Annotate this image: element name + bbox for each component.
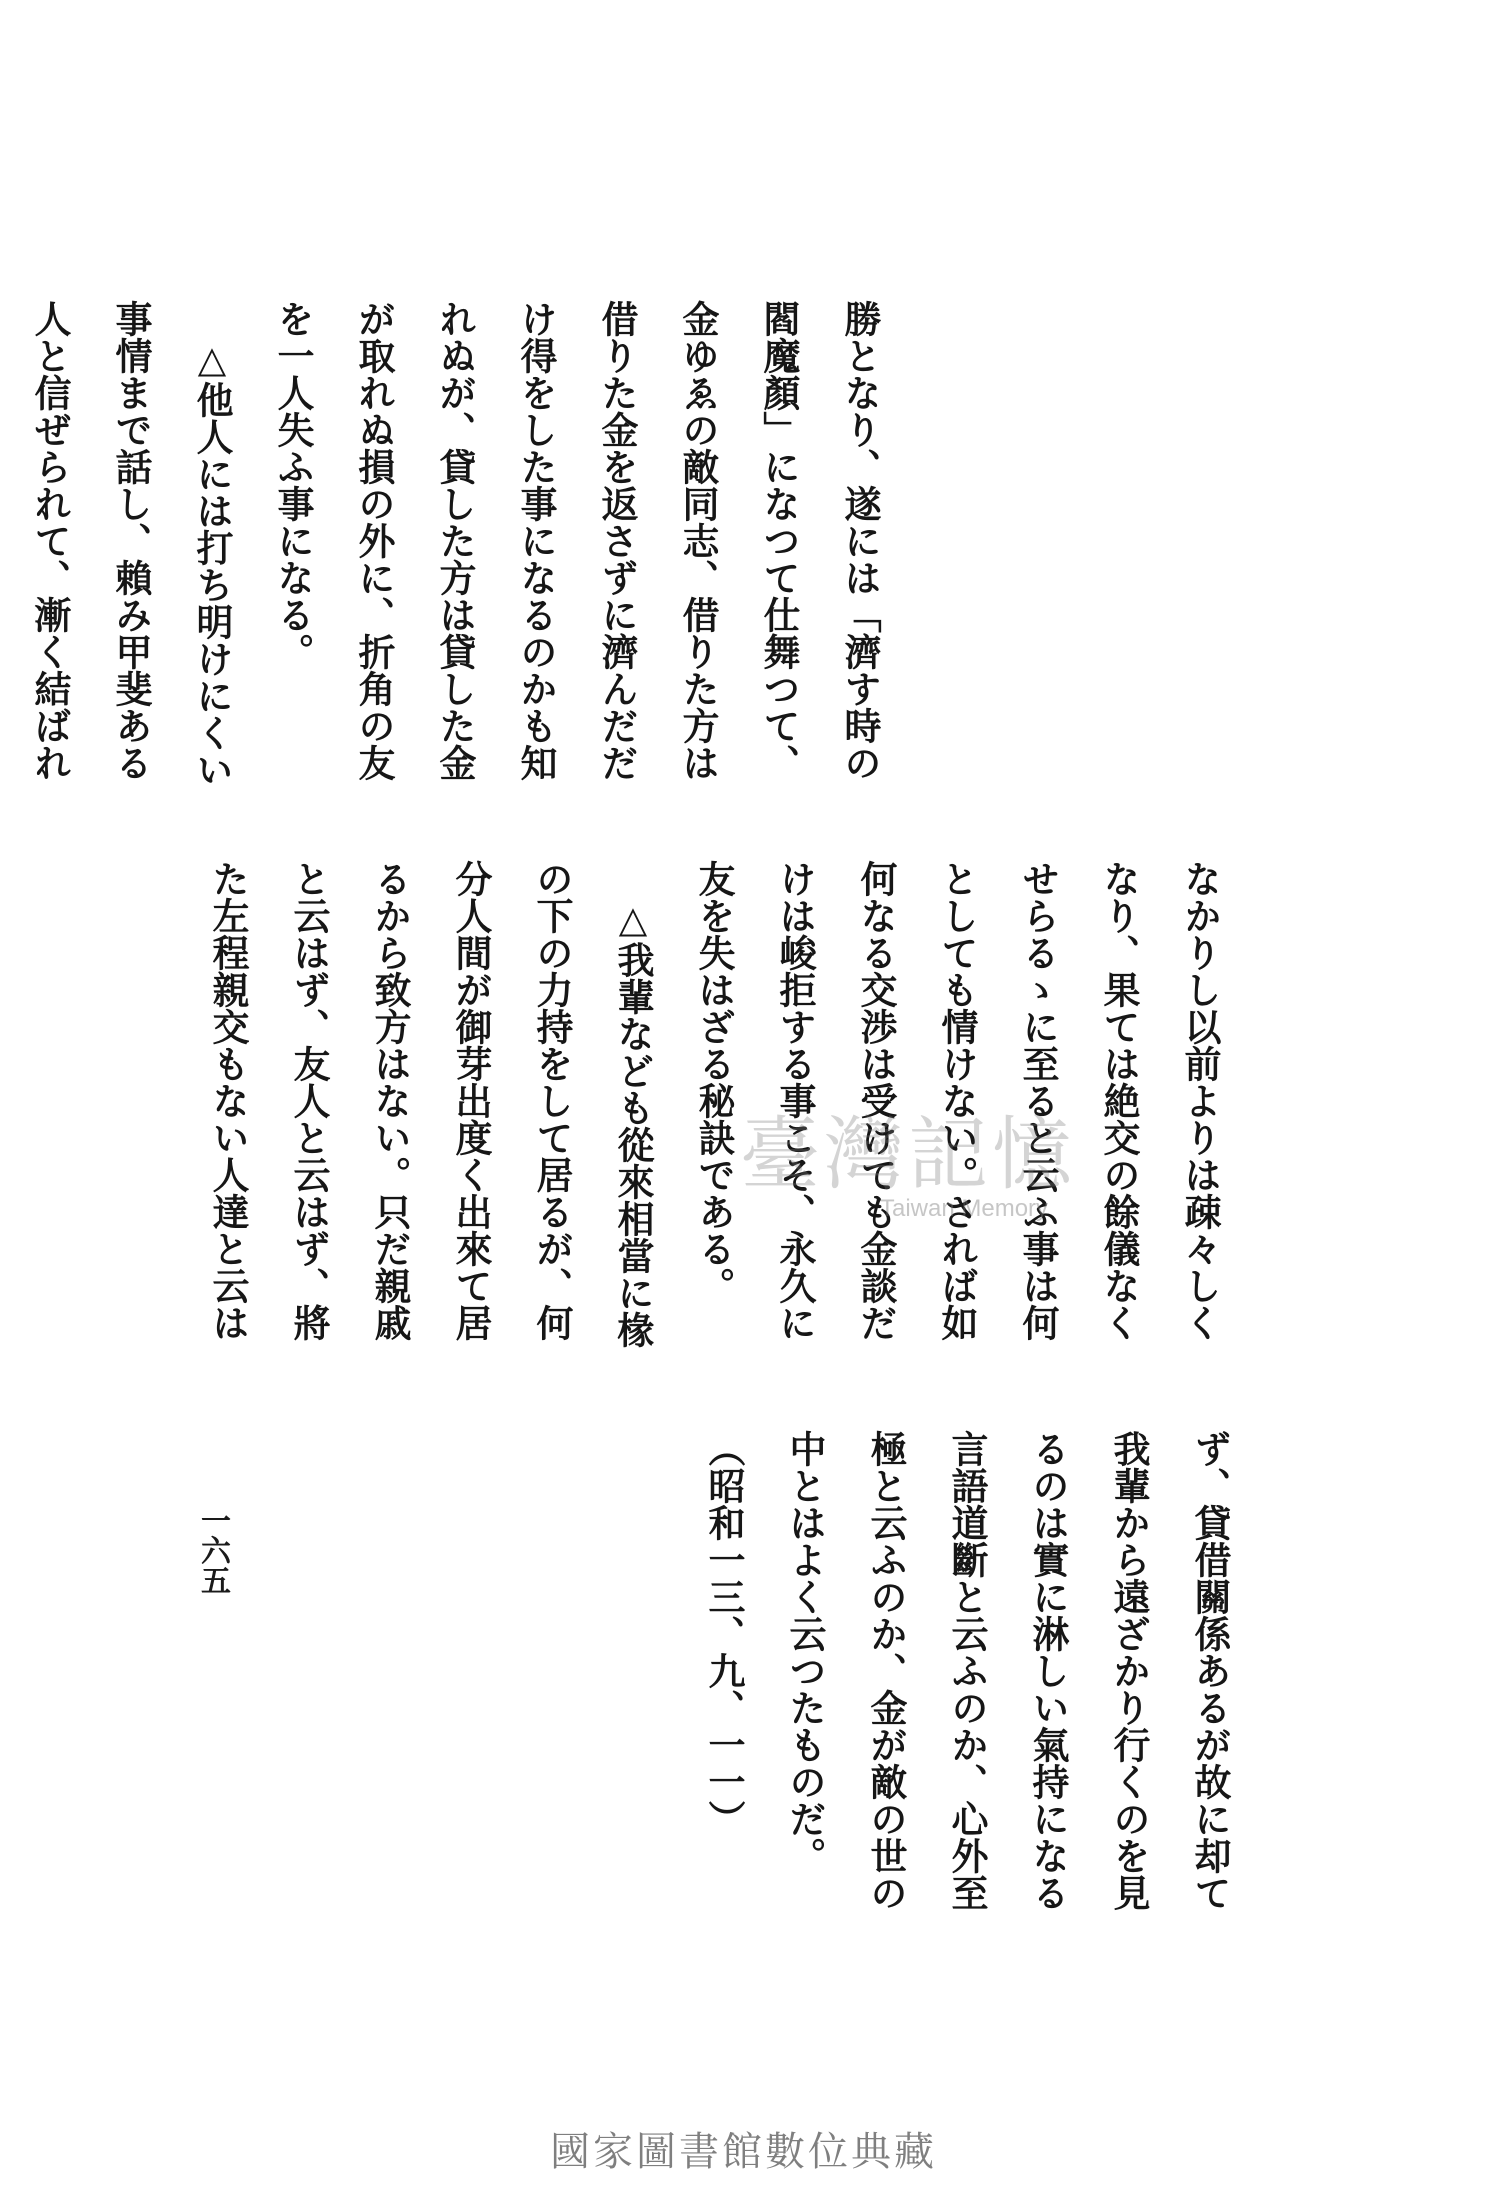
text-column: 分人間が御芽出度く出來て居: [449, 860, 493, 1341]
text-column: 金ゆゑの敵同志、借りた方は: [676, 300, 720, 781]
text-column: を一人失ふ事になる。: [271, 300, 315, 670]
text-column: るから致方はない。只だ親戚: [368, 860, 412, 1341]
page-number: 一六五: [195, 1505, 230, 1595]
text-column: るのは實に淋しい氣持になる: [1026, 1430, 1070, 1911]
text-column: としても情けない。されば如: [935, 860, 979, 1341]
watermark-logo: 臺灣記憶: [740, 1108, 1076, 1201]
text-column: 事情まで話し、賴み甲斐ある: [109, 300, 153, 781]
text-column: [0, 300, 9, 770]
text-column: △他人には打ち明けにくい: [190, 300, 234, 788]
text-column: 閻魔顏」になつて仕舞つて、: [757, 300, 801, 781]
text-column: 何なる交渉は受けても金談だ: [854, 860, 898, 1341]
text-column: 友を失はざる秘訣である。: [692, 860, 736, 1304]
text-column: 人と信ぜられて、漸く結ばれ: [28, 300, 72, 781]
text-column: 極と云ふのか、金が敵の世の: [864, 1430, 908, 1911]
text-column: け得をした事になるのかも知: [514, 300, 558, 781]
text-column: 我輩から遠ざかり行くのを見: [1107, 1430, 1151, 1911]
text-column: 勝となり、遂には「濟す時の: [838, 300, 882, 781]
text-column: 言語道斷と云ふのか、心外至: [945, 1430, 989, 1911]
text-column: せらるゝに至ると云ふ事は何: [1016, 860, 1060, 1341]
text-column: なかりし以前よりは疎々しく: [1178, 860, 1222, 1341]
text-column: 借りた金を返さずに濟んだだ: [595, 300, 639, 781]
watermark-subtitle: Taiwan Memory: [880, 1195, 1049, 1222]
footer-credit: 國家圖書館數位典藏: [550, 2129, 937, 2175]
date-note: （昭和一三、九、一一）: [702, 1430, 746, 1837]
text-column: と云はず、友人と云はず、將: [287, 860, 331, 1341]
text-column: た左程親交もない人達と云は: [206, 860, 250, 1341]
text-block-bottom: [702, 1430, 1250, 1950]
text-column: なり、果ては絶交の餘儀なく: [1097, 860, 1141, 1341]
text-column: 中とはよく云つたものだ。: [783, 1430, 827, 1874]
text-column: ず、貸借關係あるが故に却て: [1188, 1430, 1232, 1911]
text-column: れぬが、貸した方は貸した金: [433, 300, 477, 781]
text-column: △我輩なども從來相當に椽: [611, 860, 655, 1348]
text-column: けは峻拒する事こそ、永久に: [773, 860, 817, 1341]
text-block-top: [28, 300, 900, 788]
text-column: の下の力持をして居るが、何: [530, 860, 574, 1341]
text-column: が取れぬ損の外に、折角の友: [352, 300, 396, 781]
